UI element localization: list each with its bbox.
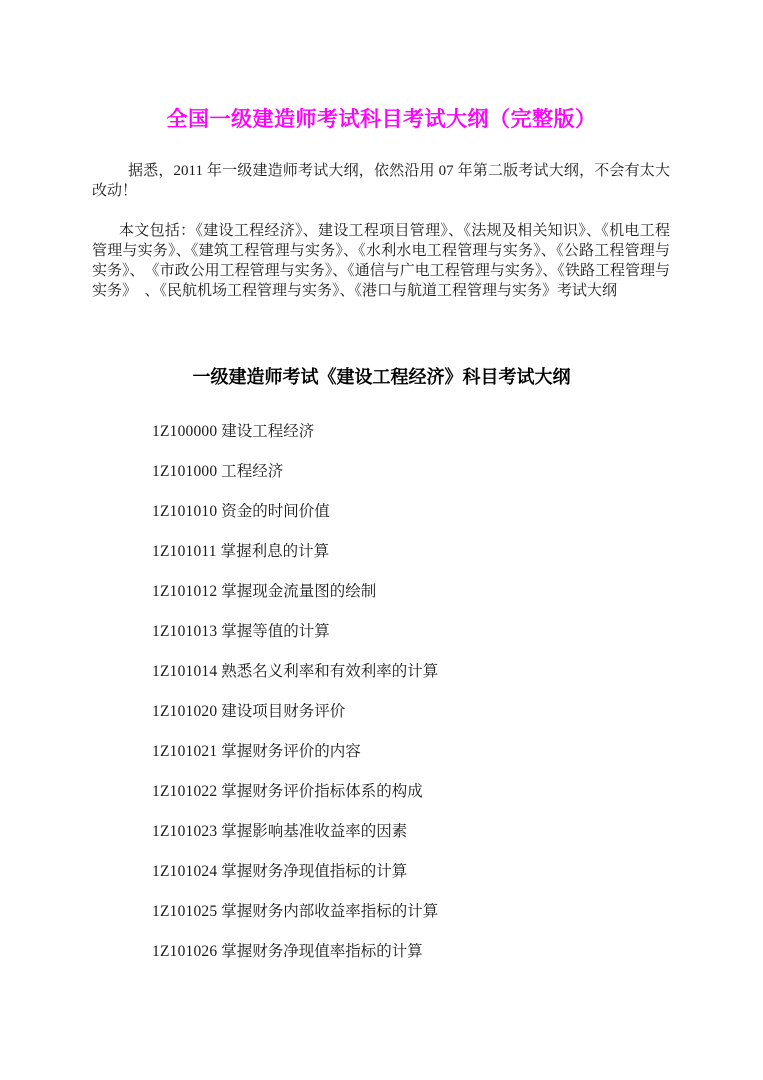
outline-item-code: 1Z101020	[152, 703, 218, 720]
outline-item-code: 1Z101011	[152, 543, 217, 560]
outline-item-code: 1Z101000	[152, 463, 218, 480]
outline-item-text: 掌握财务净现值率指标的计算	[217, 943, 423, 960]
outline-item-code: 1Z101021	[152, 743, 218, 760]
outline-item-text: 掌握现金流量图的绘制	[217, 583, 377, 600]
outline-item-text: 掌握财务评价的内容	[217, 743, 361, 760]
outline-item	[152, 943, 672, 961]
outline-item-code: 1Z101025	[152, 903, 218, 920]
outline-item-text: 工程经济	[217, 463, 284, 480]
outline-item-text: 掌握利息的计算	[216, 543, 330, 560]
outline-item-code: 1Z101010	[152, 503, 218, 520]
outline-item-code: 1Z101014	[152, 663, 218, 680]
outline-item-code: 1Z101012	[152, 583, 218, 600]
outline-item	[152, 783, 672, 801]
outline-item-text: 建设项目财务评价	[217, 703, 346, 720]
outline-item	[152, 823, 672, 841]
scope-paragraph: 本文包括：《建设工程经济》、建设工程项目管理》、《法规及相关知识》、《机电工程管理与实务》、《建筑工程管理与实务》、《水利水电工程管理与实务》、《公路工程管理与实务》、 《市政公用工程管理与实务》、《通信与广电工程管理与实务》、《铁路工程管理与实务》 、《民航机场工程管理与实务》、《港口与航道工程管理与实务》考试大纲	[92, 223, 670, 299]
intro-paragraph: 据悉，2011 年一级建造师考试大纲，依然沿用 07 年第二版考试大纲，不会有太大改动！	[92, 163, 670, 199]
outline-item-code: 1Z101024	[152, 863, 218, 880]
outline-item	[152, 903, 672, 921]
outline-item	[152, 463, 672, 481]
outline-item	[152, 703, 672, 721]
outline-item	[152, 583, 672, 601]
document-title: 全国一级建造师考试科目考试大纲（完整版）	[166, 107, 597, 131]
outline-item	[152, 663, 672, 681]
outline-item	[152, 623, 672, 641]
outline-item-text: 掌握财务评价指标体系的构成	[217, 783, 423, 800]
outline-item-text: 资金的时间价值	[217, 503, 330, 520]
section-heading: 一级建造师考试《建设工程经济》科目考试大纲	[192, 367, 571, 388]
outline-item	[152, 503, 672, 521]
outline-item	[152, 743, 672, 761]
outline-item-text: 掌握财务内部收益率指标的计算	[217, 903, 439, 920]
outline-item	[152, 543, 672, 561]
outline-item	[152, 423, 672, 441]
outline-item-text: 掌握影响基准收益率的因素	[217, 823, 408, 840]
outline-item-code: 1Z100000	[152, 423, 218, 440]
outline-item-text: 掌握等值的计算	[217, 623, 330, 640]
outline-item-code: 1Z101022	[152, 783, 218, 800]
outline-item-text: 熟悉名义利率和有效利率的计算	[217, 663, 439, 680]
outline-item-code: 1Z101026	[152, 943, 218, 960]
outline-list	[152, 423, 672, 983]
outline-item-text: 建设工程经济	[217, 423, 315, 440]
outline-item	[152, 863, 672, 881]
outline-item-text: 掌握财务净现值指标的计算	[217, 863, 408, 880]
outline-item-code: 1Z101023	[152, 823, 218, 840]
outline-item-code: 1Z101013	[152, 623, 218, 640]
